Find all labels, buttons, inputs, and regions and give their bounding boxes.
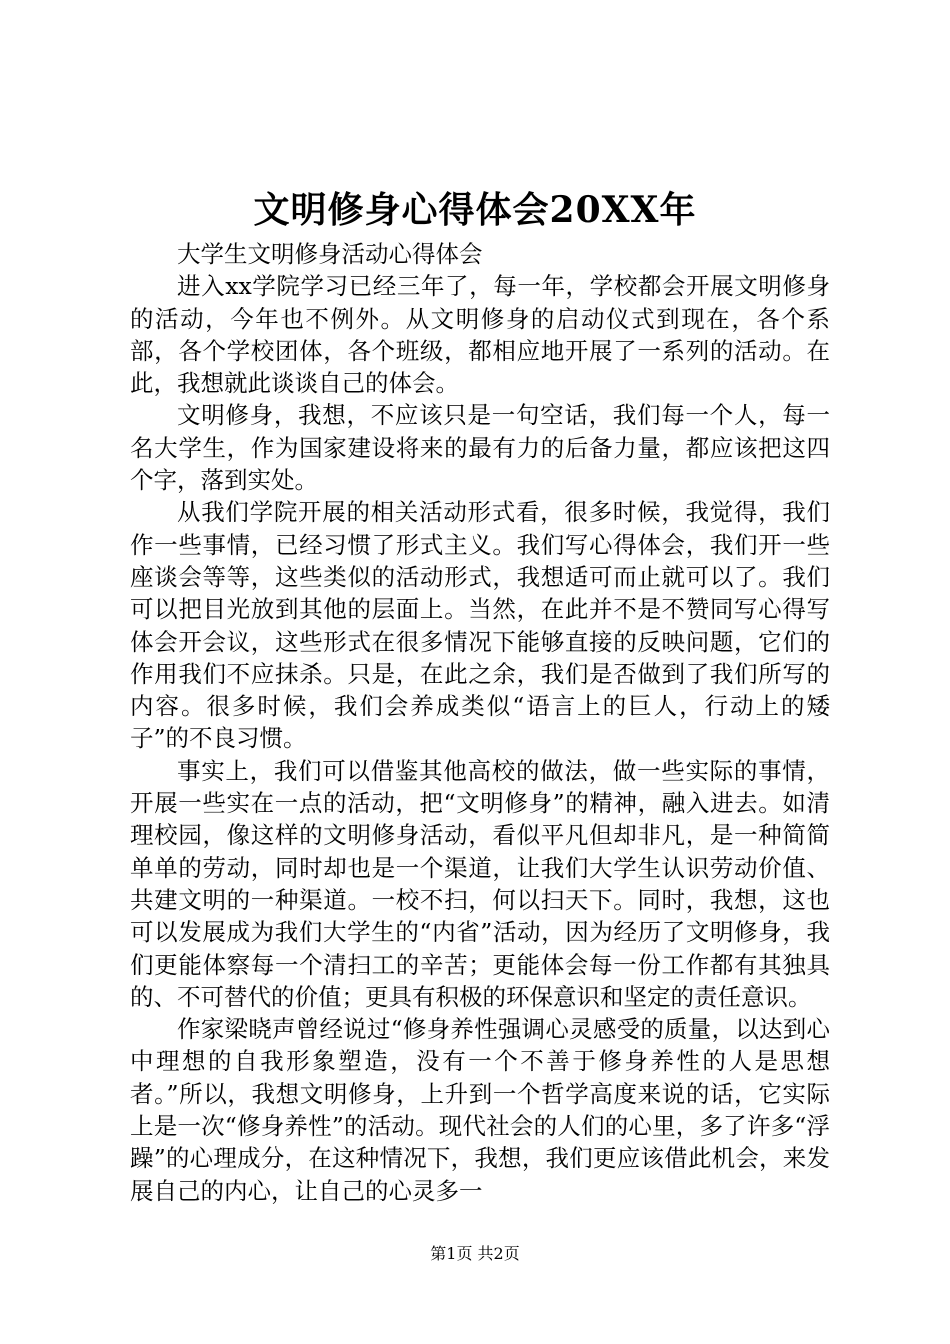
body-paragraph: 从我们学院开展的相关活动形式看，很多时候，我觉得，我们作一些事情，已经习惯了形式主义。我们写心得体会，我们开一些座谈会等等，这些类似的活动形式，我想适可而止就可以了。我们可以把目光放到其他的层面上。当然，在此并不是不赞同写心得写体会开会议，这些形式在很多情况下能够直接的反映问题，它们的作用我们不应抹杀。只是，在此之余，我们是否做到了我们所写的内容。很多时候，我们会养成类似“语言上的巨人，行动上的矮子”的不良习惯。 <box>130 498 830 753</box>
body-paragraph: 进入xx学院学习已经三年了，每一年，学校都会开展文明修身的活动，今年也不例外。从文明修身的启动仪式到现在，各个系部，各个学校团体，各个班级，都相应地开展了一系列的活动。在此，我想就此谈谈自己的体会。 <box>130 272 830 398</box>
body-paragraph: 作家梁晓声曾经说过“修身养性强调心灵感受的质量，以达到心中理想的自我形象塑造，没有一个不善于修身养性的人是思想者。”所以，我想文明修身，上升到一个哲学高度来说的话，它实际上是一次“修身养性”的活动。现代社会的人们的心里，多了许多“浮躁”的心理成分，在这种情况下，我想，我们更应该借此机会，来发展自己的内心，让自己的心灵多一 <box>130 1015 830 1205</box>
body-paragraph: 文明修身，我想，不应该只是一句空话，我们每一个人，每一名大学生，作为国家建设将来的最有力的后备力量，都应该把这四个字，落到实处。 <box>130 401 830 495</box>
subtitle-paragraph: 大学生文明修身活动心得体会 <box>177 240 483 268</box>
document-title: 文明修身心得体会20XX年 <box>253 189 697 231</box>
body-paragraph: 事实上，我们可以借鉴其他高校的做法，做一些实际的事情，开展一些实在一点的活动，把“文明修身”的精神，融入进去。如清理校园，像这样的文明修身活动，看似平凡但却非凡，是一种简简单单的劳动，同时却也是一个渠道，让我们大学生认识劳动价值、共建文明的一种渠道。一校不扫，何以扫天下。同时，我想，这也可以发展成为我们大学生的“内省”活动，因为经历了文明修身，我们更能体察每一个清扫工的辛苦；更能体会每一份工作都有其独具的、不可替代的价值；更具有积极的环保意识和坚定的责任意识。 <box>130 756 830 1011</box>
page-footer: 第1页 共2页 <box>430 1244 520 1263</box>
document-body <box>130 238 830 1207</box>
